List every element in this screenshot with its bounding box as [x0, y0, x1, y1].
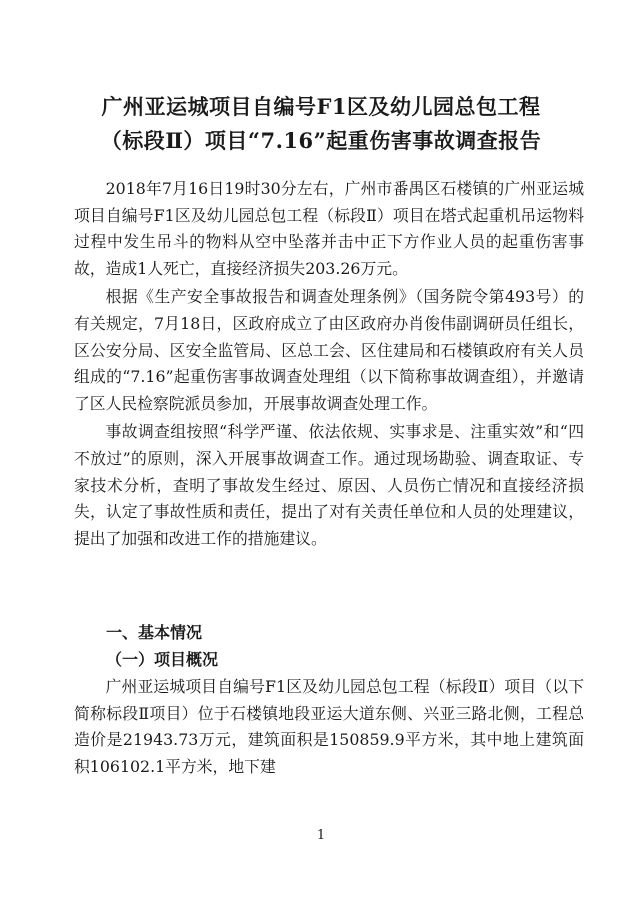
page-number: 1: [316, 828, 326, 843]
paragraph-project-overview: 广州亚运城项目自编号F1区及幼儿园总包工程（标段Ⅱ）项目（以下简称标段Ⅱ项目）位于石楼镇地段亚运大道东侧、兴亚三路北侧，工程总造价是21943.73万元，建筑面积是150859.9平方米，其中地上建筑面积106102.1平方米，地下建: [74, 677, 584, 776]
intro-section: [74, 176, 584, 552]
paragraph-accident-summary: 2018年7月16日19时30分左右，广州市番禺区石楼镇的广州亚运城项目自编号F1区及幼儿园总包工程（标段Ⅱ）项目在塔式起重机吊运物料过程中发生吊斗的物料从空中坠落并击中正下方作业人员的起重伤害事故，造成1人死亡，直接经济损失203.26万元。: [74, 179, 584, 278]
paragraph-investigation-principles: 事故调查组按照“科学严谨、依法依规、实事求是、注重实效”和“四不放过”的原则，深入开展事故调查工作。通过现场勘验、调查取证、专家技术分析，查明了事故发生经过、原因、人员伤亡情况和直接经济损失，认定了事故性质和责任，提出了对有关责任单位和人员的处理建议，提出了加强和改进工作的措施建议。: [74, 422, 584, 548]
project-overview-section: [74, 674, 584, 780]
report-title-line-1: 广州亚运城项目自编号F1区及幼儿园总包工程: [101, 94, 541, 119]
paragraph-investigation-setup: 根据《生产安全事故报告和调查处理条例》（国务院令第493号）的有关规定，7月18日，区政府成立了由区政府办肖俊伟副调研员任组长，区公安分局、区安全监管局、区总工会、区住建局和石楼镇政府有关人员组成的“7.16”起重伤害事故调查处理组（以下简称事故调查组），并邀请了区人民检察院派员参加，开展事故调查处理工作。: [74, 287, 584, 413]
subsection-heading-project-overview: （一）项目概况: [106, 650, 219, 669]
section-heading-basic-info: 一、基本情况: [106, 623, 203, 642]
report-title-line-2: （标段Ⅱ）项目“7.16”起重伤害事故调查报告: [100, 128, 542, 153]
